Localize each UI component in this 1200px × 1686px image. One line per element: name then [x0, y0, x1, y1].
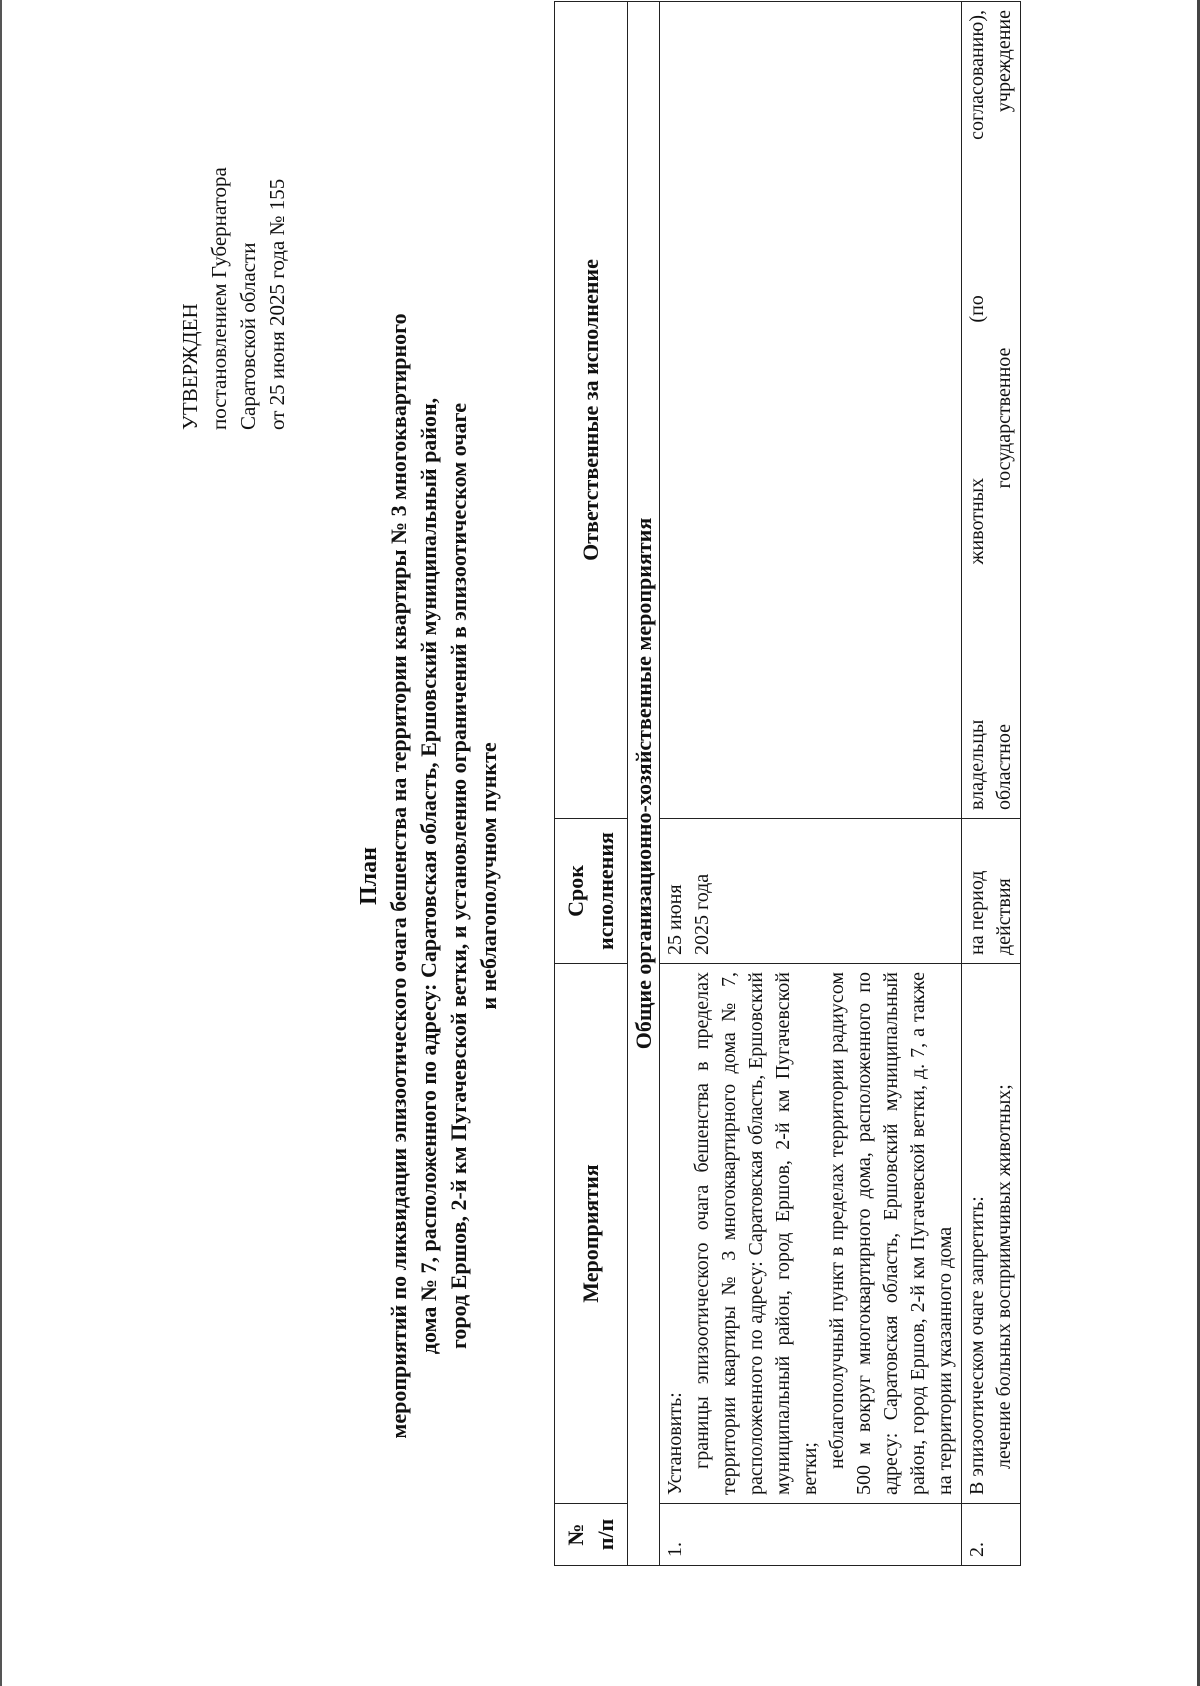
approved-line-2: постановлением Губернатора: [207, 167, 231, 430]
term-line-2: действия: [993, 878, 1015, 955]
row-measure: [660, 964, 962, 1504]
responsible-line-2: областное государственное учреждение: [993, 10, 1015, 810]
table-row: [660, 2, 962, 1566]
measure-intro: Установить:: [664, 1392, 686, 1495]
header-num: [555, 1504, 628, 1566]
header-num-line-1: №: [563, 1523, 588, 1546]
row-measure: [962, 964, 1021, 1504]
row-term: [962, 819, 1021, 964]
measure-intro: В эпизоотическом очаге запретить:: [966, 1196, 988, 1495]
row-num: 1.: [660, 1504, 962, 1566]
title-heading: План: [356, 847, 382, 905]
responsible-line-1: владельцы животных (по согласованию),: [966, 10, 988, 810]
header-num-line-2: п/п: [593, 1518, 618, 1551]
row-num: 2.: [962, 1504, 1021, 1566]
title-line-2: дома № 7, расположенного по адресу: Саратовская область, Ершовский муниципальный район,: [416, 397, 441, 1355]
row-term: [660, 819, 962, 964]
term-line-1: на период: [966, 870, 988, 955]
header-term: [555, 819, 628, 964]
measure-paragraph-1: лечение больных восприимчивых животных;: [993, 1084, 1015, 1469]
measure-paragraph-1: границы эпизоотического очага бешенства в пределах территории квартиры № 3 многоквартирного дома № 7, расположенного по адресу: Саратовская область, Ершовский муниципальный район, город Ершов, 2-й км Пугачевской ветки;: [691, 972, 821, 1495]
header-measure: Мероприятия: [555, 964, 628, 1504]
approved-line-1: УТВЕРЖДЕН: [178, 303, 202, 430]
row-responsible: [962, 2, 1021, 819]
section-row: [628, 2, 660, 1566]
title-line-4: и неблагополучном пункте: [476, 742, 501, 1010]
title-line-1: мероприятий по ликвидации эпизоотического очага бешенства на территории квартиры № 3 многоквартирного: [386, 313, 411, 1439]
header-term-line-2: исполнения: [593, 832, 618, 950]
measure-paragraph-2: неблагополучный пункт в пределах территории радиусом 500 м вокруг многоквартирного дома, расположенного по адресу: Саратовская область, Ершовский муниципальный район, город Ершов, 2-й км Пугачевской ветки, д. 7, а также на территории указанного дома: [826, 972, 956, 1495]
table-row: [962, 2, 1021, 1566]
approved-line-3: Саратовской области: [236, 242, 260, 430]
plan-table: [554, 1, 1021, 1566]
term-line-2: 2025 года: [691, 873, 713, 955]
table-header-row: [555, 2, 628, 1566]
header-term-line-1: Срок: [563, 865, 588, 917]
header-responsible: Ответственные за исполнение: [555, 2, 628, 819]
approved-line-4: от 25 июня 2025 года № 155: [265, 178, 289, 430]
section-title: Общие организационно-хозяйственные мероприятия: [628, 2, 660, 1566]
approval-stamp: [176, 30, 292, 430]
document-title: [354, 126, 504, 1626]
title-line-3: город Ершов, 2-й км Пугачевской ветки, и установлению ограничений в эпизоотическом очаге: [446, 402, 471, 1350]
term-line-1: 25 июня: [664, 884, 686, 955]
row-responsible: [660, 2, 962, 819]
